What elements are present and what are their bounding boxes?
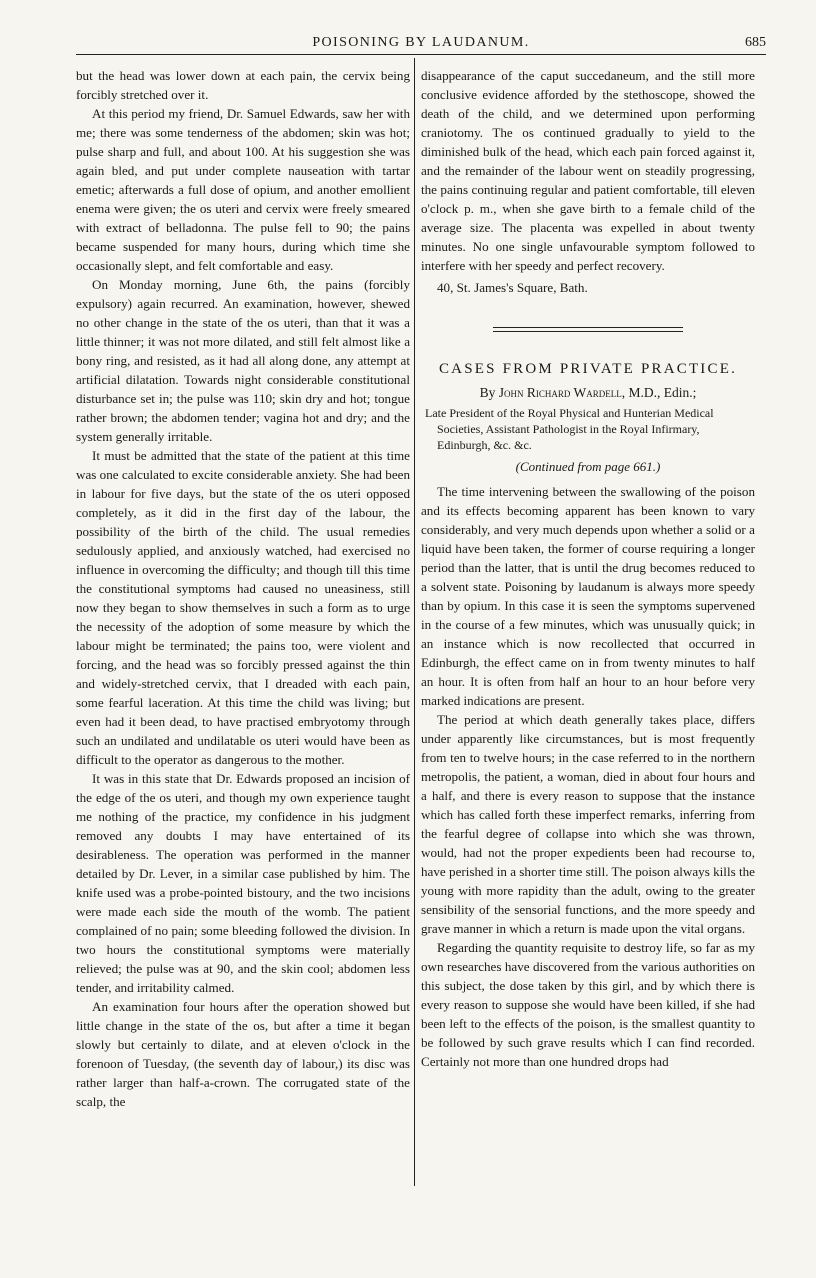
paragraph: It was in this state that Dr. Edwards proposed an incision of the edge of the os uteri, and though my own experience taught me nothing of the practice, my confidence in his judgment removed any doubts I may have entertained of its desirableness. The operation was performed in the manner detailed by Dr. Lever, in a similar case published by him. The knife used was a probe-pointed bistoury, and the two incisions were made each side the mouth of the womb. The patient complained of no pain; some bleeding followed the division. In two hours the constitutional symptoms were materially relieved; the pulse was at 90, and the skin cool; abdomen less tender, and irritability calmed. xyxy=(76,771,410,995)
right-column xyxy=(421,66,755,1071)
section-divider xyxy=(493,327,683,332)
paragraph: It must be admitted that the state of the patient at this time was one calculated to excite considerable anxiety. She had been in labour for five days, but the state of the os uteri opposed completely, as it did in the first day of the labour, the possibility of the birth of the child. The usual remedies sedulously applied, and anxiously watched, had exercised no influence in overcoming the difficulty; and though till this time the constitutional symptoms had caused no uneasiness, still now they began to show themselves in such a form as to urge the necessity of the adoption of some measure by which the labour might be terminated; the pains too, were violent and forcing, and the head was so forcibly pressed against the thin and widely-stretched cervix, that I dreaded with each pain, some fearful laceration. At this time the child was living; but even had it been dead, to have practised embryotomy through such an undilated and undilatable os uteri would have been as difficult to the operator as dangerous to the mother. xyxy=(76,448,410,767)
paragraph: but the head was lower down at each pain, the cervix being forcibly stretched over it. xyxy=(76,68,410,102)
byline xyxy=(421,383,755,402)
running-head: POISONING BY LAUDANUM. xyxy=(312,35,530,50)
author-affiliation: Late President of the Royal Physical and Hunterian Medical Societies, Assistant Pathologist in the Royal Infirmary, Edinburgh, &c. &c. xyxy=(425,406,714,452)
author-name: John Richard Wardell, xyxy=(498,385,626,400)
page-header xyxy=(76,32,766,55)
author-address: 40, St. James's Square, Bath. xyxy=(437,280,588,295)
paragraph: On Monday morning, June 6th, the pains (forcibly expulsory) again recurred. An examination, however, shewed no other change in the state of the os uteri, than that it was a little thinner; it was not more dilated, and still felt almost like a bony ring, and resisted, as it had all along done, any attempt at artificial dilatation. Towards night considerable constitutional disturbance set in; the pulse was 110; skin dry and hot; tongue rather brown; the abdomen tender; vagina hot and dry; and the system generally irritable. xyxy=(76,277,410,444)
continued-note: (Continued from page 661.) xyxy=(515,459,661,474)
left-column xyxy=(76,66,410,1111)
author-degrees: M.D., Edin.; xyxy=(628,385,697,400)
page-number: 685 xyxy=(745,35,766,50)
column-divider xyxy=(414,58,415,1186)
paragraph: Regarding the quantity requisite to destroy life, so far as my own researches have discovered from the various authorities on this subject, the dose taken by this girl, and by which there is every reason to suppose she would have been killed, if she had been left to the effects of the poison, is the smallest quantity to be followed by such grave results which I can find recorded. Certainly not more than one hundred drops had xyxy=(421,940,755,1069)
paragraph: The time intervening between the swallowing of the poison and its effects becoming apparent has been known to vary considerably, and very much depends upon whether a solid or a liquid have been taken, the former of course requiring a longer period than the latter, that is until the drug becomes reduced to a solvent state. Poisoning by laudanum is always more speedy than by opium. In this case it is seen the symptoms supervened in the course of a few minutes, which was unusually quick; in an instance which is now recollected that occurred in Edinburgh, the effect came on in from twenty minutes to half an hour. It is often from half an hour to an hour before very marked indications are present. xyxy=(421,484,755,708)
paragraph: The period at which death generally takes place, differs under apparently like circumstances, but is most frequently from ten to twelve hours; in the case referred to in the northern metropolis, the patient, a woman, died in about four hours and a half, and there is every reason to suppose that the instance which has called forth these imperfect remarks, inferring from the fearful degree of collapse into which she was thrown, would, had not the proper expedients been had recourse to, have perished in a shorter time still. The poison always kills the young with more rapidity than the adult, owing to the greater sensibility of the sensorial functions, and the more speedy and grave manner in which a return is made upon the vital organs. xyxy=(421,712,755,936)
paragraph: disappearance of the caput succedaneum, and the still more conclusive evidence afforded by the stethoscope, showed the death of the child, and we determined upon performing craniotomy. The os continued gradually to yield to the diminished bulk of the head, which each pain forced against it, and the remainder of the labour went on steadily progressing, the pains continuing regular and patient comfortable, till eleven o'clock p. m., when she gave birth to a female child of the average size. The placenta was expelled in about twenty minutes. No one single unfavourable symptom followed to interfere with her speedy and perfect recovery. xyxy=(421,68,755,273)
byline-prefix: By xyxy=(479,385,496,400)
paragraph: An examination four hours after the operation showed but little change in the state of the os, but after a time it began slowly but certainly to dilate, and at eleven o'clock in the forenoon of Tuesday, (the seventh day of labour,) its disc was rather larger than half-a-crown. The corrugated state of the scalp, the xyxy=(76,999,410,1109)
paragraph: At this period my friend, Dr. Samuel Edwards, saw her with me; there was some tenderness of the abdomen; skin was hot; pulse sharp and full, and about 100. At his suggestion she was again bled, and put under complete nauseation with tartar emetic; afterwards a full dose of opium, and another emollient enema were given; the os uteri and cervix were freely smeared with extract of belladonna. The pulse fell to 90; the pains became suspended for many hours, during which time she occasionally slept, and felt comfortable and easy. xyxy=(76,106,410,273)
section-title: CASES FROM PRIVATE PRACTICE. xyxy=(438,361,738,377)
